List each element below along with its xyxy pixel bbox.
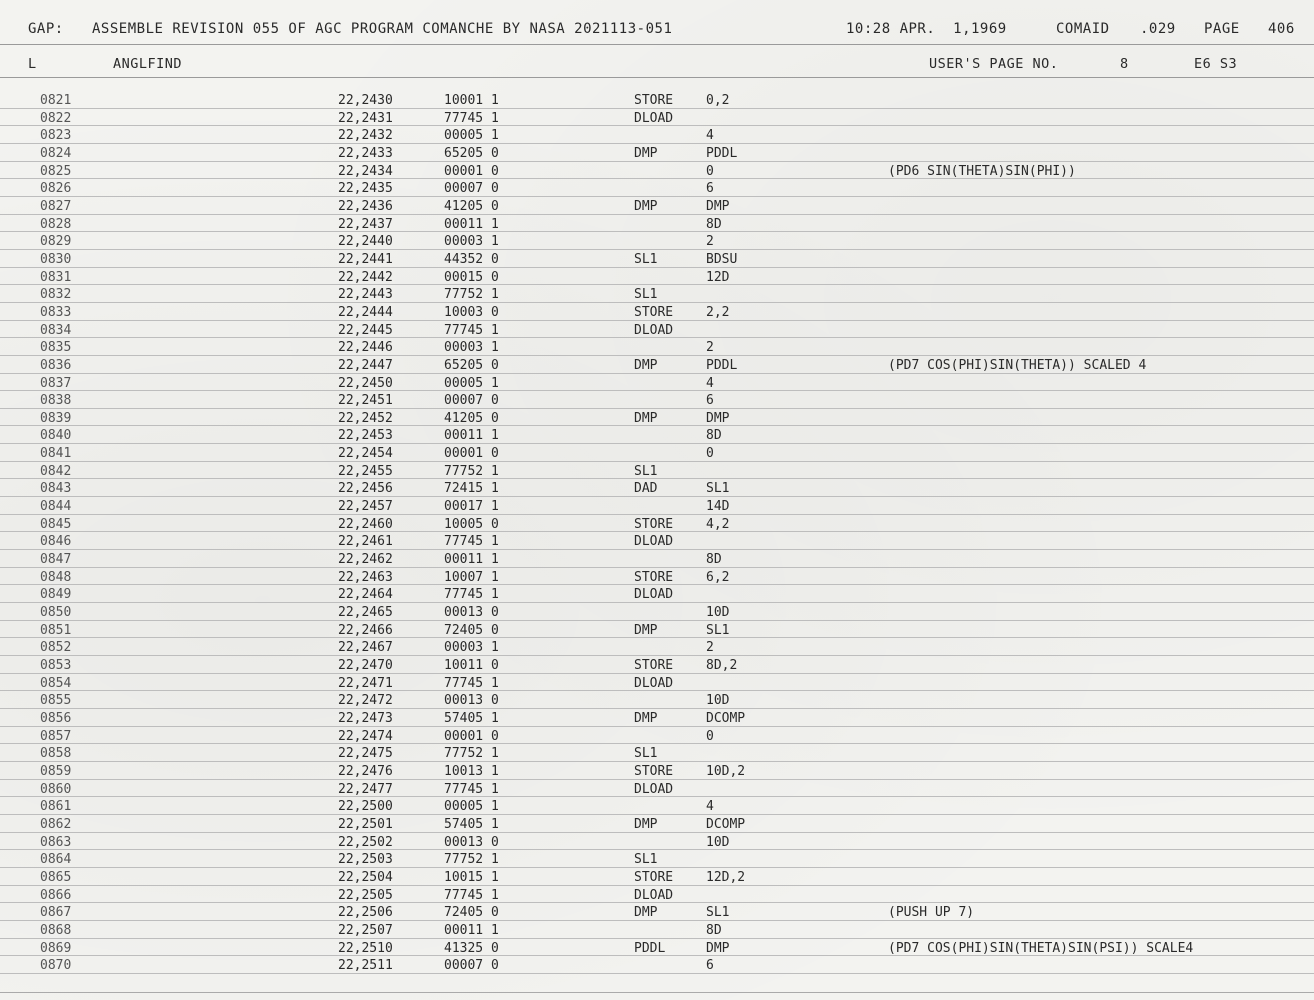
- line-number: 0830: [40, 251, 72, 267]
- operand: 10D,2: [706, 763, 746, 779]
- address: 22,2442: [338, 269, 393, 285]
- line-number: 0859: [40, 763, 72, 779]
- address: 22,2464: [338, 587, 393, 603]
- opcode: DMP: [634, 410, 658, 426]
- octal-word: 00007 0: [444, 393, 499, 409]
- user-page-number: 8: [1120, 56, 1129, 72]
- line-number: 0826: [40, 181, 72, 197]
- operand: 4,2: [706, 516, 730, 532]
- opcode: DMP: [634, 622, 658, 638]
- opcode: STORE: [634, 869, 674, 885]
- listing-row: [0, 285, 1314, 303]
- operand: SL1: [706, 481, 730, 497]
- listing-row: [0, 321, 1314, 339]
- operand: 12D,2: [706, 869, 746, 885]
- line-number: 0864: [40, 852, 72, 868]
- listing-row: [0, 744, 1314, 762]
- line-number: 0848: [40, 569, 72, 585]
- operand: SL1: [706, 622, 730, 638]
- line-number: 0843: [40, 481, 72, 497]
- line-number: 0857: [40, 728, 72, 744]
- address: 22,2476: [338, 763, 393, 779]
- octal-word: 00011 1: [444, 216, 499, 232]
- octal-word: 00003 1: [444, 234, 499, 250]
- address: 22,2475: [338, 746, 393, 762]
- operand: 0: [706, 728, 714, 744]
- line-number: 0828: [40, 216, 72, 232]
- octal-word: 10001 1: [444, 93, 499, 108]
- address: 22,2456: [338, 481, 393, 497]
- address: 22,2447: [338, 357, 393, 373]
- listing-row: [0, 426, 1314, 444]
- octal-word: 77745 1: [444, 887, 499, 903]
- address: 22,2441: [338, 251, 393, 267]
- line-number: 0867: [40, 905, 72, 921]
- operand: 8D,2: [706, 658, 738, 673]
- line-number: 0865: [40, 869, 72, 885]
- address: 22,2435: [338, 181, 393, 197]
- listing-row: [0, 850, 1314, 868]
- opcode: STORE: [634, 93, 674, 108]
- octal-word: 00005 1: [444, 128, 499, 144]
- address: 22,2472: [338, 693, 393, 709]
- comment: (PD7 COS(PHI)SIN(THETA)) SCALED 4: [888, 357, 1147, 373]
- octal-word: 41205 0: [444, 410, 499, 426]
- line-number: 0855: [40, 693, 72, 709]
- octal-word: 00013 0: [444, 834, 499, 850]
- octal-word: 77752 1: [444, 852, 499, 868]
- octal-word: 00003 1: [444, 340, 499, 356]
- opcode: SL1: [634, 746, 658, 762]
- octal-word: 00001 0: [444, 728, 499, 744]
- listing-row: [0, 197, 1314, 215]
- page-number: 406: [1268, 21, 1295, 37]
- octal-word: 00005 1: [444, 375, 499, 391]
- address: 22,2431: [338, 110, 393, 126]
- line-number: 0827: [40, 198, 72, 214]
- octal-word: 00011 1: [444, 428, 499, 444]
- line-number: 0823: [40, 128, 72, 144]
- listing-row: [0, 215, 1314, 233]
- listing-row: [0, 939, 1314, 957]
- listing-row: [0, 338, 1314, 356]
- address: 22,2505: [338, 887, 393, 903]
- octal-word: 77745 1: [444, 587, 499, 603]
- line-number: 0870: [40, 958, 72, 974]
- operand: 14D: [706, 499, 730, 515]
- address: 22,2463: [338, 569, 393, 585]
- operand: 8D: [706, 428, 722, 444]
- octal-word: 57405 1: [444, 816, 499, 832]
- opcode: DLOAD: [634, 587, 674, 603]
- line-number: 0835: [40, 340, 72, 356]
- routine-name: ANGLFIND: [113, 56, 183, 72]
- line-number: 0822: [40, 110, 72, 126]
- listing-row: [0, 603, 1314, 621]
- octal-word: 10003 0: [444, 304, 499, 320]
- page-label: PAGE: [1204, 21, 1240, 37]
- opcode: DLOAD: [634, 110, 674, 126]
- address: 22,2467: [338, 640, 393, 656]
- listing-row: [0, 391, 1314, 409]
- operand: 12D: [706, 269, 730, 285]
- opcode: PDDL: [634, 940, 666, 956]
- opcode: DMP: [634, 905, 658, 921]
- listing-row: [0, 568, 1314, 586]
- line-number: 0837: [40, 375, 72, 391]
- octal-word: 00005 1: [444, 799, 499, 815]
- operand: PDDL: [706, 357, 738, 373]
- address: 22,2454: [338, 446, 393, 462]
- listing-row: [0, 585, 1314, 603]
- listing-row: [0, 515, 1314, 533]
- address: 22,2471: [338, 675, 393, 691]
- address: 22,2457: [338, 499, 393, 515]
- operand: 2: [706, 340, 714, 356]
- line-number: 0821: [40, 93, 72, 108]
- address: 22,2453: [338, 428, 393, 444]
- line-number: 0829: [40, 234, 72, 250]
- line-number: 0832: [40, 287, 72, 303]
- octal-word: 72405 0: [444, 905, 499, 921]
- address: 22,2460: [338, 516, 393, 532]
- opcode: DMP: [634, 357, 658, 373]
- listing-row: [0, 691, 1314, 709]
- operand: 8D: [706, 922, 722, 938]
- octal-word: 00013 0: [444, 605, 499, 621]
- line-number: 0836: [40, 357, 72, 373]
- octal-word: 77745 1: [444, 322, 499, 338]
- listing-row: [0, 268, 1314, 286]
- octal-word: 00015 0: [444, 269, 499, 285]
- octal-word: 10005 0: [444, 516, 499, 532]
- comment: (PUSH UP 7): [888, 905, 975, 921]
- operand: PDDL: [706, 145, 738, 161]
- address: 22,2503: [338, 852, 393, 868]
- line-number: 0858: [40, 746, 72, 762]
- listing-row: [0, 356, 1314, 374]
- address: 22,2452: [338, 410, 393, 426]
- listing-row: [0, 550, 1314, 568]
- address: 22,2510: [338, 940, 393, 956]
- octal-word: 10015 1: [444, 869, 499, 885]
- opcode: DLOAD: [634, 781, 674, 797]
- opcode: DMP: [634, 198, 658, 214]
- address: 22,2444: [338, 304, 393, 320]
- comment: (PD6 SIN(THETA)SIN(PHI)): [888, 163, 1076, 179]
- listing-row: [0, 497, 1314, 515]
- octal-word: 65205 0: [444, 145, 499, 161]
- listing-row: [0, 797, 1314, 815]
- line-number: 0840: [40, 428, 72, 444]
- octal-word: 77745 1: [444, 781, 499, 797]
- address: 22,2500: [338, 799, 393, 815]
- listing-row: [0, 815, 1314, 833]
- line-number: 0849: [40, 587, 72, 603]
- subheader-rule: [0, 77, 1314, 78]
- operand: 0: [706, 446, 714, 462]
- octal-word: 00011 1: [444, 552, 499, 568]
- listing-row: [0, 762, 1314, 780]
- user-page-label: USER'S PAGE NO.: [929, 56, 1059, 72]
- octal-word: 10013 1: [444, 763, 499, 779]
- listing-row: [0, 179, 1314, 197]
- address: 22,2501: [338, 816, 393, 832]
- listing-row: [0, 109, 1314, 127]
- operand: SL1: [706, 905, 730, 921]
- listing-row: [0, 780, 1314, 798]
- octal-word: 72405 0: [444, 622, 499, 638]
- listing-row: [0, 638, 1314, 656]
- address: 22,2433: [338, 145, 393, 161]
- listing-row: [0, 409, 1314, 427]
- address: 22,2461: [338, 534, 393, 550]
- operand: 6: [706, 181, 714, 197]
- operand: DMP: [706, 410, 730, 426]
- octal-word: 41325 0: [444, 940, 499, 956]
- listing-row: [0, 921, 1314, 939]
- address: 22,2446: [338, 340, 393, 356]
- gap-label: GAP:: [28, 21, 64, 37]
- listing-type: L: [28, 56, 37, 72]
- operand: DMP: [706, 940, 730, 956]
- address: 22,2462: [338, 552, 393, 568]
- listing-subheader: [0, 52, 1314, 76]
- octal-word: 00011 1: [444, 922, 499, 938]
- line-number: 0847: [40, 552, 72, 568]
- octal-word: 77745 1: [444, 534, 499, 550]
- listing-row: [0, 232, 1314, 250]
- listing-row: [0, 886, 1314, 904]
- operand: 10D: [706, 834, 730, 850]
- line-number: 0856: [40, 710, 72, 726]
- octal-word: 41205 0: [444, 198, 499, 214]
- opcode: DLOAD: [634, 534, 674, 550]
- operand: DCOMP: [706, 710, 746, 726]
- line-number: 0838: [40, 393, 72, 409]
- operand: BDSU: [706, 251, 738, 267]
- operand: DCOMP: [706, 816, 746, 832]
- octal-word: 00017 1: [444, 499, 499, 515]
- octal-word: 00001 0: [444, 163, 499, 179]
- operand: 2: [706, 234, 714, 250]
- octal-word: 00003 1: [444, 640, 499, 656]
- octal-word: 00007 0: [444, 958, 499, 974]
- listing-row: [0, 727, 1314, 745]
- line-number: 0860: [40, 781, 72, 797]
- opcode: DLOAD: [634, 675, 674, 691]
- address: 22,2502: [338, 834, 393, 850]
- line-number: 0845: [40, 516, 72, 532]
- operand: 4: [706, 128, 714, 144]
- line-number: 0861: [40, 799, 72, 815]
- listing-row: [0, 833, 1314, 851]
- listing-row: [0, 91, 1314, 109]
- line-number: 0868: [40, 922, 72, 938]
- operand: 2,2: [706, 304, 730, 320]
- operand: 8D: [706, 216, 722, 232]
- operand: 4: [706, 375, 714, 391]
- operand: 6: [706, 958, 714, 974]
- line-number: 0842: [40, 463, 72, 479]
- assembly-title: ASSEMBLE REVISION 055 OF AGC PROGRAM COMANCHE BY NASA 2021113-051: [92, 21, 673, 37]
- address: 22,2506: [338, 905, 393, 921]
- assembly-user: COMAID: [1056, 21, 1110, 37]
- octal-word: 00007 0: [444, 181, 499, 197]
- address: 22,2430: [338, 93, 393, 108]
- listing-row: [0, 374, 1314, 392]
- line-number: 0854: [40, 675, 72, 691]
- opcode: SL1: [634, 251, 658, 267]
- octal-word: 10007 1: [444, 569, 499, 585]
- listing-row: [0, 479, 1314, 497]
- opcode: STORE: [634, 516, 674, 532]
- address: 22,2470: [338, 658, 393, 673]
- line-number: 0852: [40, 640, 72, 656]
- listing-row: [0, 144, 1314, 162]
- listing-row: [0, 444, 1314, 462]
- listing-row: [0, 462, 1314, 480]
- octal-word: 77752 1: [444, 746, 499, 762]
- operand: 0,2: [706, 93, 730, 108]
- address: 22,2443: [338, 287, 393, 303]
- line-number: 0824: [40, 145, 72, 161]
- operand: 0: [706, 163, 714, 179]
- listing-row: [0, 126, 1314, 144]
- operand: 2: [706, 640, 714, 656]
- listing-row: [0, 868, 1314, 886]
- comment: (PD7 COS(PHI)SIN(THETA)SIN(PSI)) SCALE4: [888, 940, 1194, 956]
- opcode: STORE: [634, 569, 674, 585]
- operand: DMP: [706, 198, 730, 214]
- operand: 4: [706, 799, 714, 815]
- line-number: 0841: [40, 446, 72, 462]
- line-number: 0863: [40, 834, 72, 850]
- octal-word: 72415 1: [444, 481, 499, 497]
- address: 22,2432: [338, 128, 393, 144]
- assembly-time: 10:28 APR. 1,1969: [846, 21, 1007, 37]
- line-number: 0844: [40, 499, 72, 515]
- address: 22,2474: [338, 728, 393, 744]
- octal-word: 00013 0: [444, 693, 499, 709]
- line-number: 0850: [40, 605, 72, 621]
- octal-word: 65205 0: [444, 357, 499, 373]
- address: 22,2445: [338, 322, 393, 338]
- line-number: 0834: [40, 322, 72, 338]
- opcode: DAD: [634, 481, 658, 497]
- address: 22,2451: [338, 393, 393, 409]
- address: 22,2450: [338, 375, 393, 391]
- operand: 6,2: [706, 569, 730, 585]
- address: 22,2440: [338, 234, 393, 250]
- line-number: 0866: [40, 887, 72, 903]
- line-number: 0851: [40, 622, 72, 638]
- opcode: SL1: [634, 463, 658, 479]
- header-rule: [0, 44, 1314, 45]
- operand: 10D: [706, 693, 730, 709]
- opcode: DLOAD: [634, 322, 674, 338]
- listing-row: [0, 674, 1314, 692]
- listing-row: [0, 532, 1314, 550]
- listing-row: [0, 162, 1314, 180]
- footer-rule: [0, 992, 1314, 993]
- octal-word: 44352 0: [444, 251, 499, 267]
- listing-header: [0, 17, 1314, 43]
- address: 22,2473: [338, 710, 393, 726]
- opcode: SL1: [634, 852, 658, 868]
- opcode: STORE: [634, 304, 674, 320]
- line-number: 0862: [40, 816, 72, 832]
- line-number: 0846: [40, 534, 72, 550]
- operand: 8D: [706, 552, 722, 568]
- octal-word: 77752 1: [444, 463, 499, 479]
- opcode: DMP: [634, 710, 658, 726]
- address: 22,2434: [338, 163, 393, 179]
- opcode: DMP: [634, 145, 658, 161]
- assembly-code: .029: [1140, 21, 1176, 37]
- octal-word: 57405 1: [444, 710, 499, 726]
- line-number: 0869: [40, 940, 72, 956]
- listing-row: [0, 656, 1314, 674]
- operand: 6: [706, 393, 714, 409]
- octal-word: 10011 0: [444, 658, 499, 673]
- opcode: DLOAD: [634, 887, 674, 903]
- address: 22,2455: [338, 463, 393, 479]
- address: 22,2466: [338, 622, 393, 638]
- octal-word: 00001 0: [444, 446, 499, 462]
- operand: 10D: [706, 605, 730, 621]
- listing-row: [0, 956, 1314, 974]
- listing-row: [0, 250, 1314, 268]
- address: 22,2436: [338, 198, 393, 214]
- address: 22,2477: [338, 781, 393, 797]
- listing-row: [0, 709, 1314, 727]
- line-number: 0839: [40, 410, 72, 426]
- listing-rows: [0, 91, 1314, 974]
- address: 22,2465: [338, 605, 393, 621]
- line-number: 0831: [40, 269, 72, 285]
- listing-row: [0, 621, 1314, 639]
- section-code: E6 S3: [1194, 56, 1238, 72]
- opcode: STORE: [634, 658, 674, 673]
- line-number: 0833: [40, 304, 72, 320]
- opcode: SL1: [634, 287, 658, 303]
- line-number: 0825: [40, 163, 72, 179]
- listing-row: [0, 303, 1314, 321]
- address: 22,2507: [338, 922, 393, 938]
- opcode: STORE: [634, 763, 674, 779]
- line-number: 0853: [40, 658, 72, 673]
- octal-word: 77752 1: [444, 287, 499, 303]
- octal-word: 77745 1: [444, 110, 499, 126]
- octal-word: 77745 1: [444, 675, 499, 691]
- listing-row: [0, 903, 1314, 921]
- address: 22,2511: [338, 958, 393, 974]
- opcode: DMP: [634, 816, 658, 832]
- address: 22,2504: [338, 869, 393, 885]
- address: 22,2437: [338, 216, 393, 232]
